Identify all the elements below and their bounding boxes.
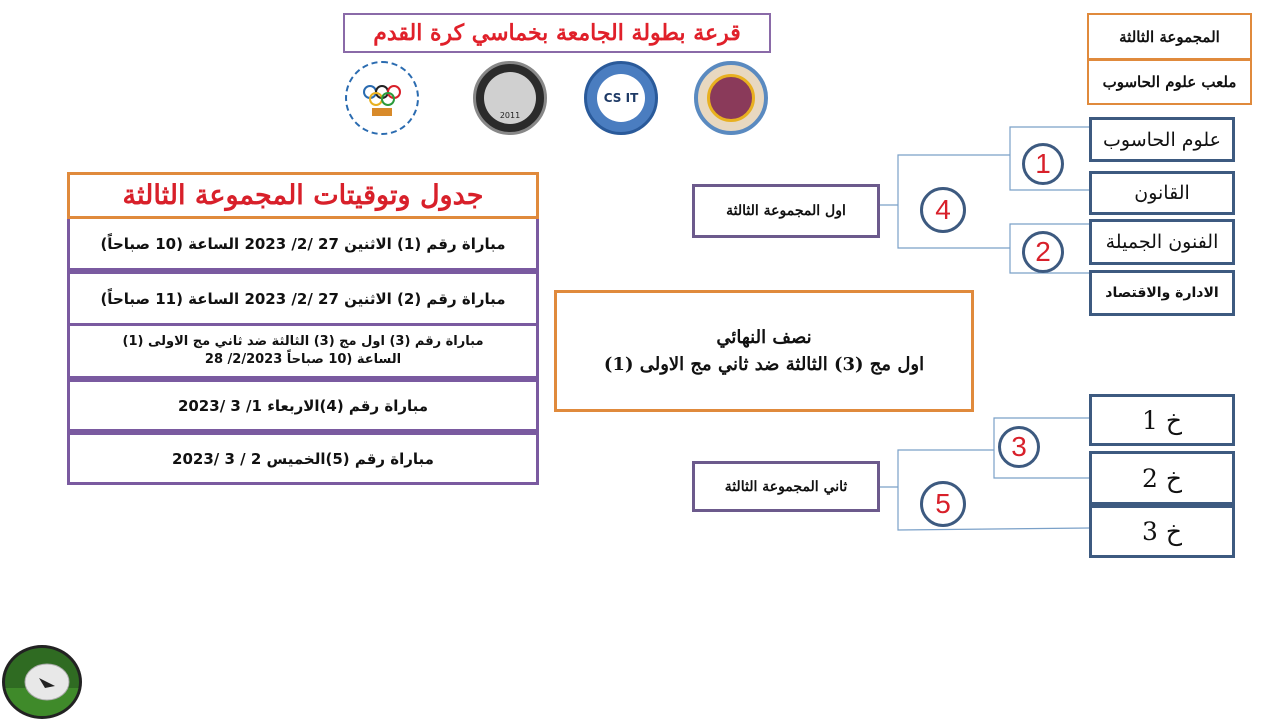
college-logo-year: 2011 (484, 72, 536, 124)
semi-final-detail: اول مج (3) الثالثة ضد ثاني مج الاولى (1) (603, 354, 925, 375)
schedule-row-2: مباراة رقم (2) الاثنين 27 /2/ 2023 الساعة (11 صباحاً) (67, 271, 539, 326)
college-logo (473, 61, 547, 135)
venue-label: ملعب علوم الحاسوب (1087, 59, 1252, 105)
slot-x3: خ 3 (1089, 505, 1235, 558)
group-name-label: المجموعة الثالثة (1087, 13, 1252, 60)
team-computer-science: علوم الحاسوب (1089, 117, 1235, 162)
second-of-group-box: ثاني المجموعة الثالثة (692, 461, 880, 512)
university-logo (694, 61, 768, 135)
slot-x2: خ 2 (1089, 451, 1235, 505)
tournament-title: قرعة بطولة الجامعة بخماسي كرة القدم (343, 13, 771, 53)
schedule-title: جدول وتوقيتات المجموعة الثالثة (67, 172, 539, 219)
csit-logo-text: CS IT (597, 74, 645, 122)
first-of-group-box: اول المجموعة الثالثة (692, 184, 880, 238)
schedule-row-3-line1: مباراة رقم (3) اول مج (3) الثالثة ضد ثاني مج الاولى (1) (122, 334, 484, 350)
schedule-row-3 (67, 326, 539, 379)
match-number-2: 2 (1022, 231, 1064, 273)
match-number-5: 5 (920, 481, 966, 527)
schedule-row-5: مباراة رقم (5)الخميس 2 / 3 /2023 (67, 432, 539, 485)
match-number-3: 3 (998, 426, 1040, 468)
sports-activity-logo (345, 61, 419, 135)
semi-final-title: نصف النهائي (716, 327, 812, 348)
slot-x1: خ 1 (1089, 394, 1235, 446)
schedule-row-1: مباراة رقم (1) الاثنين 27 /2/ 2023 الساعة (10 صباحاً) (67, 219, 539, 271)
university-emblem-icon (707, 74, 755, 122)
schedule-row-3-line2: 28 /2/2023 الساعة (10 صباحاً (204, 352, 402, 367)
football-image (2, 645, 82, 719)
team-law: القانون (1089, 171, 1235, 215)
match-number-4: 4 (920, 187, 966, 233)
team-administration-economics: الادارة والاقتصاد (1089, 270, 1235, 316)
match-number-1: 1 (1022, 143, 1064, 185)
olympic-rings-icon (354, 70, 410, 126)
csit-logo (584, 61, 658, 135)
semi-final-box (554, 290, 974, 412)
schedule-row-4: مباراة رقم (4)الاربعاء 1/ 3 /2023 (67, 379, 539, 432)
team-fine-arts: الفنون الجميلة (1089, 219, 1235, 265)
